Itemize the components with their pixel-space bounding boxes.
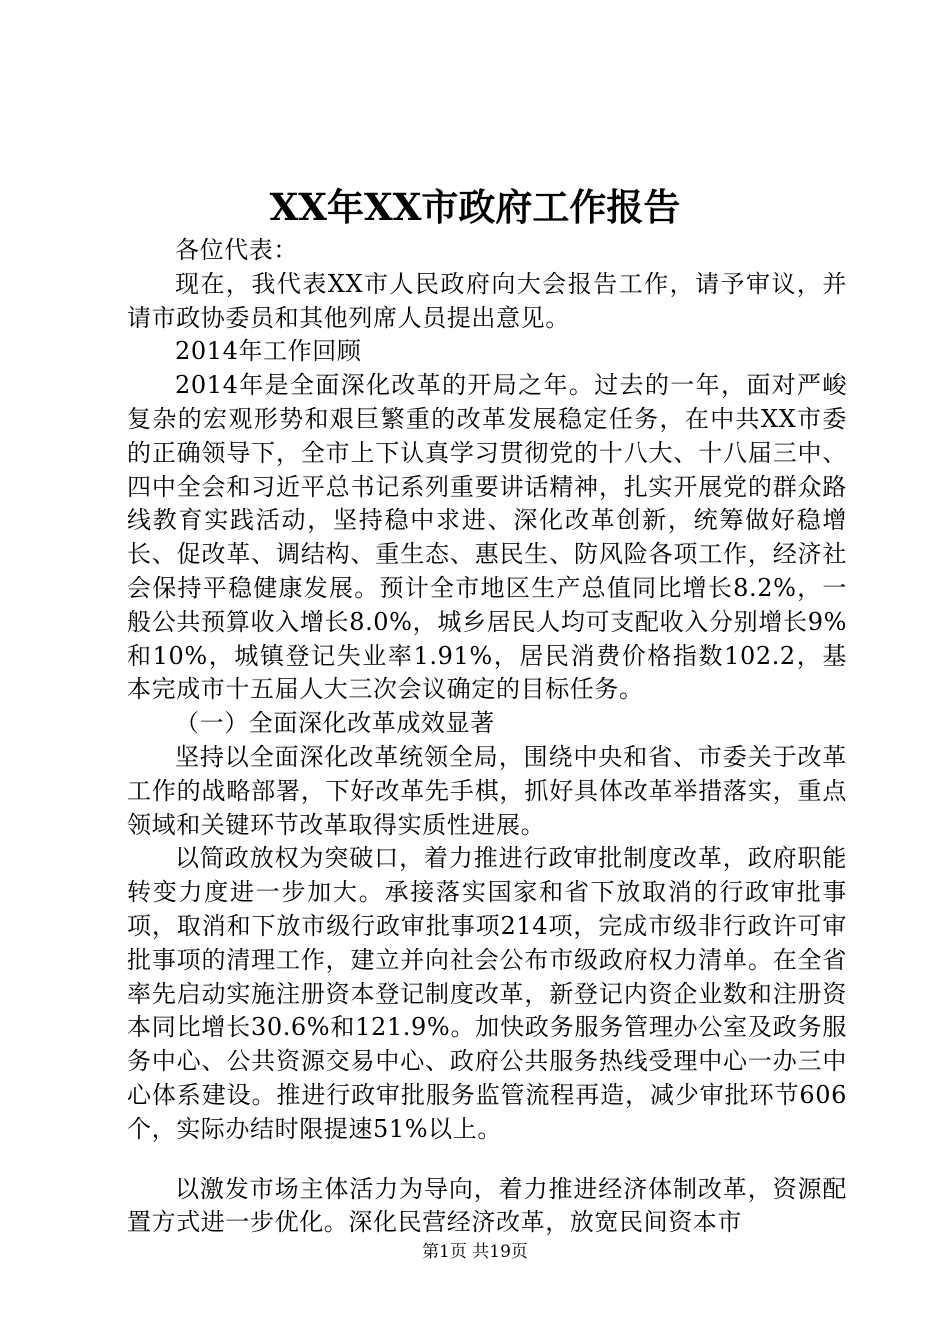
review-paragraph: 2014年是全面深化改革的开局之年。过去的一年，面对严峻复杂的宏观形势和艰巨繁重的改革发展稳定任务，在中共XX市委的正确领导下，全市上下认真学习贯彻党的十八大、十八届三中、四中全会和习近平总书记系列重要讲话精神，扎实开展党的群众路线教育实践活动，坚持稳中求进、深化改革创新，统筹做好稳增长、促改革、调结构、重生态、惠民生、防风险各项工作，经济社会保持平稳健康发展。预计全市地区生产总值同比增长8.2%，一般公共预算收入增长8.0%，城乡居民人均可支配收入分别增长9%和10%，城镇登记失业率1.91%，居民消费价格指数102.2，基本完成市十五届人大三次会议确定的目标任务。 [127, 371, 847, 704]
opening-paragraph: 现在，我代表XX市人民政府向大会报告工作，请予审议，并请市政协委员和其他列席人员提出意见。 [127, 269, 847, 332]
salutation-paragraph: 各位代表： [175, 236, 298, 264]
economic-reform-paragraph: 以激发市场主体活力为导向，着力推进经济体制改革，资源配置方式进一步优化。深化民营经济改革，放宽民间资本市 [127, 1174, 847, 1237]
administrative-reform-paragraph: 以简政放权为突破口，着力推进行政审批制度改革，政府职能转变力度进一步加大。承接落实国家和省下放取消的行政审批事项，取消和下放市级行政审批事项214项，完成市级非行政许可审批事项的清理工作，建立并向社会公布市级政府权力清单。在全省率先启动实施注册资本登记制度改革，新登记内资企业数和注册资本同比增长30.6%和121.9%。加快政务服务管理办公室及政务服务中心、公共资源交易中心、政府公共服务热线受理中心一办三中心体系建设。推进行政审批服务监管流程再造，减少审批环节606个，实际办结时限提速51%以上。 [127, 844, 847, 1143]
reform-paragraph: 坚持以全面深化改革统领全局，围绕中央和省、市委关于改革工作的战略部署，下好改革先手棋，抓好具体改革举措落实，重点领域和关键环节改革取得实质性进展。 [127, 742, 847, 839]
subsection-heading: （一）全面深化改革成效显著 [175, 709, 495, 738]
document-body [127, 234, 847, 1240]
document-title: XX年XX市政府工作报告 [269, 185, 681, 229]
section-heading: 2014年工作回顾 [175, 337, 362, 366]
page-footer: 第1页 共19页 [422, 1242, 528, 1262]
